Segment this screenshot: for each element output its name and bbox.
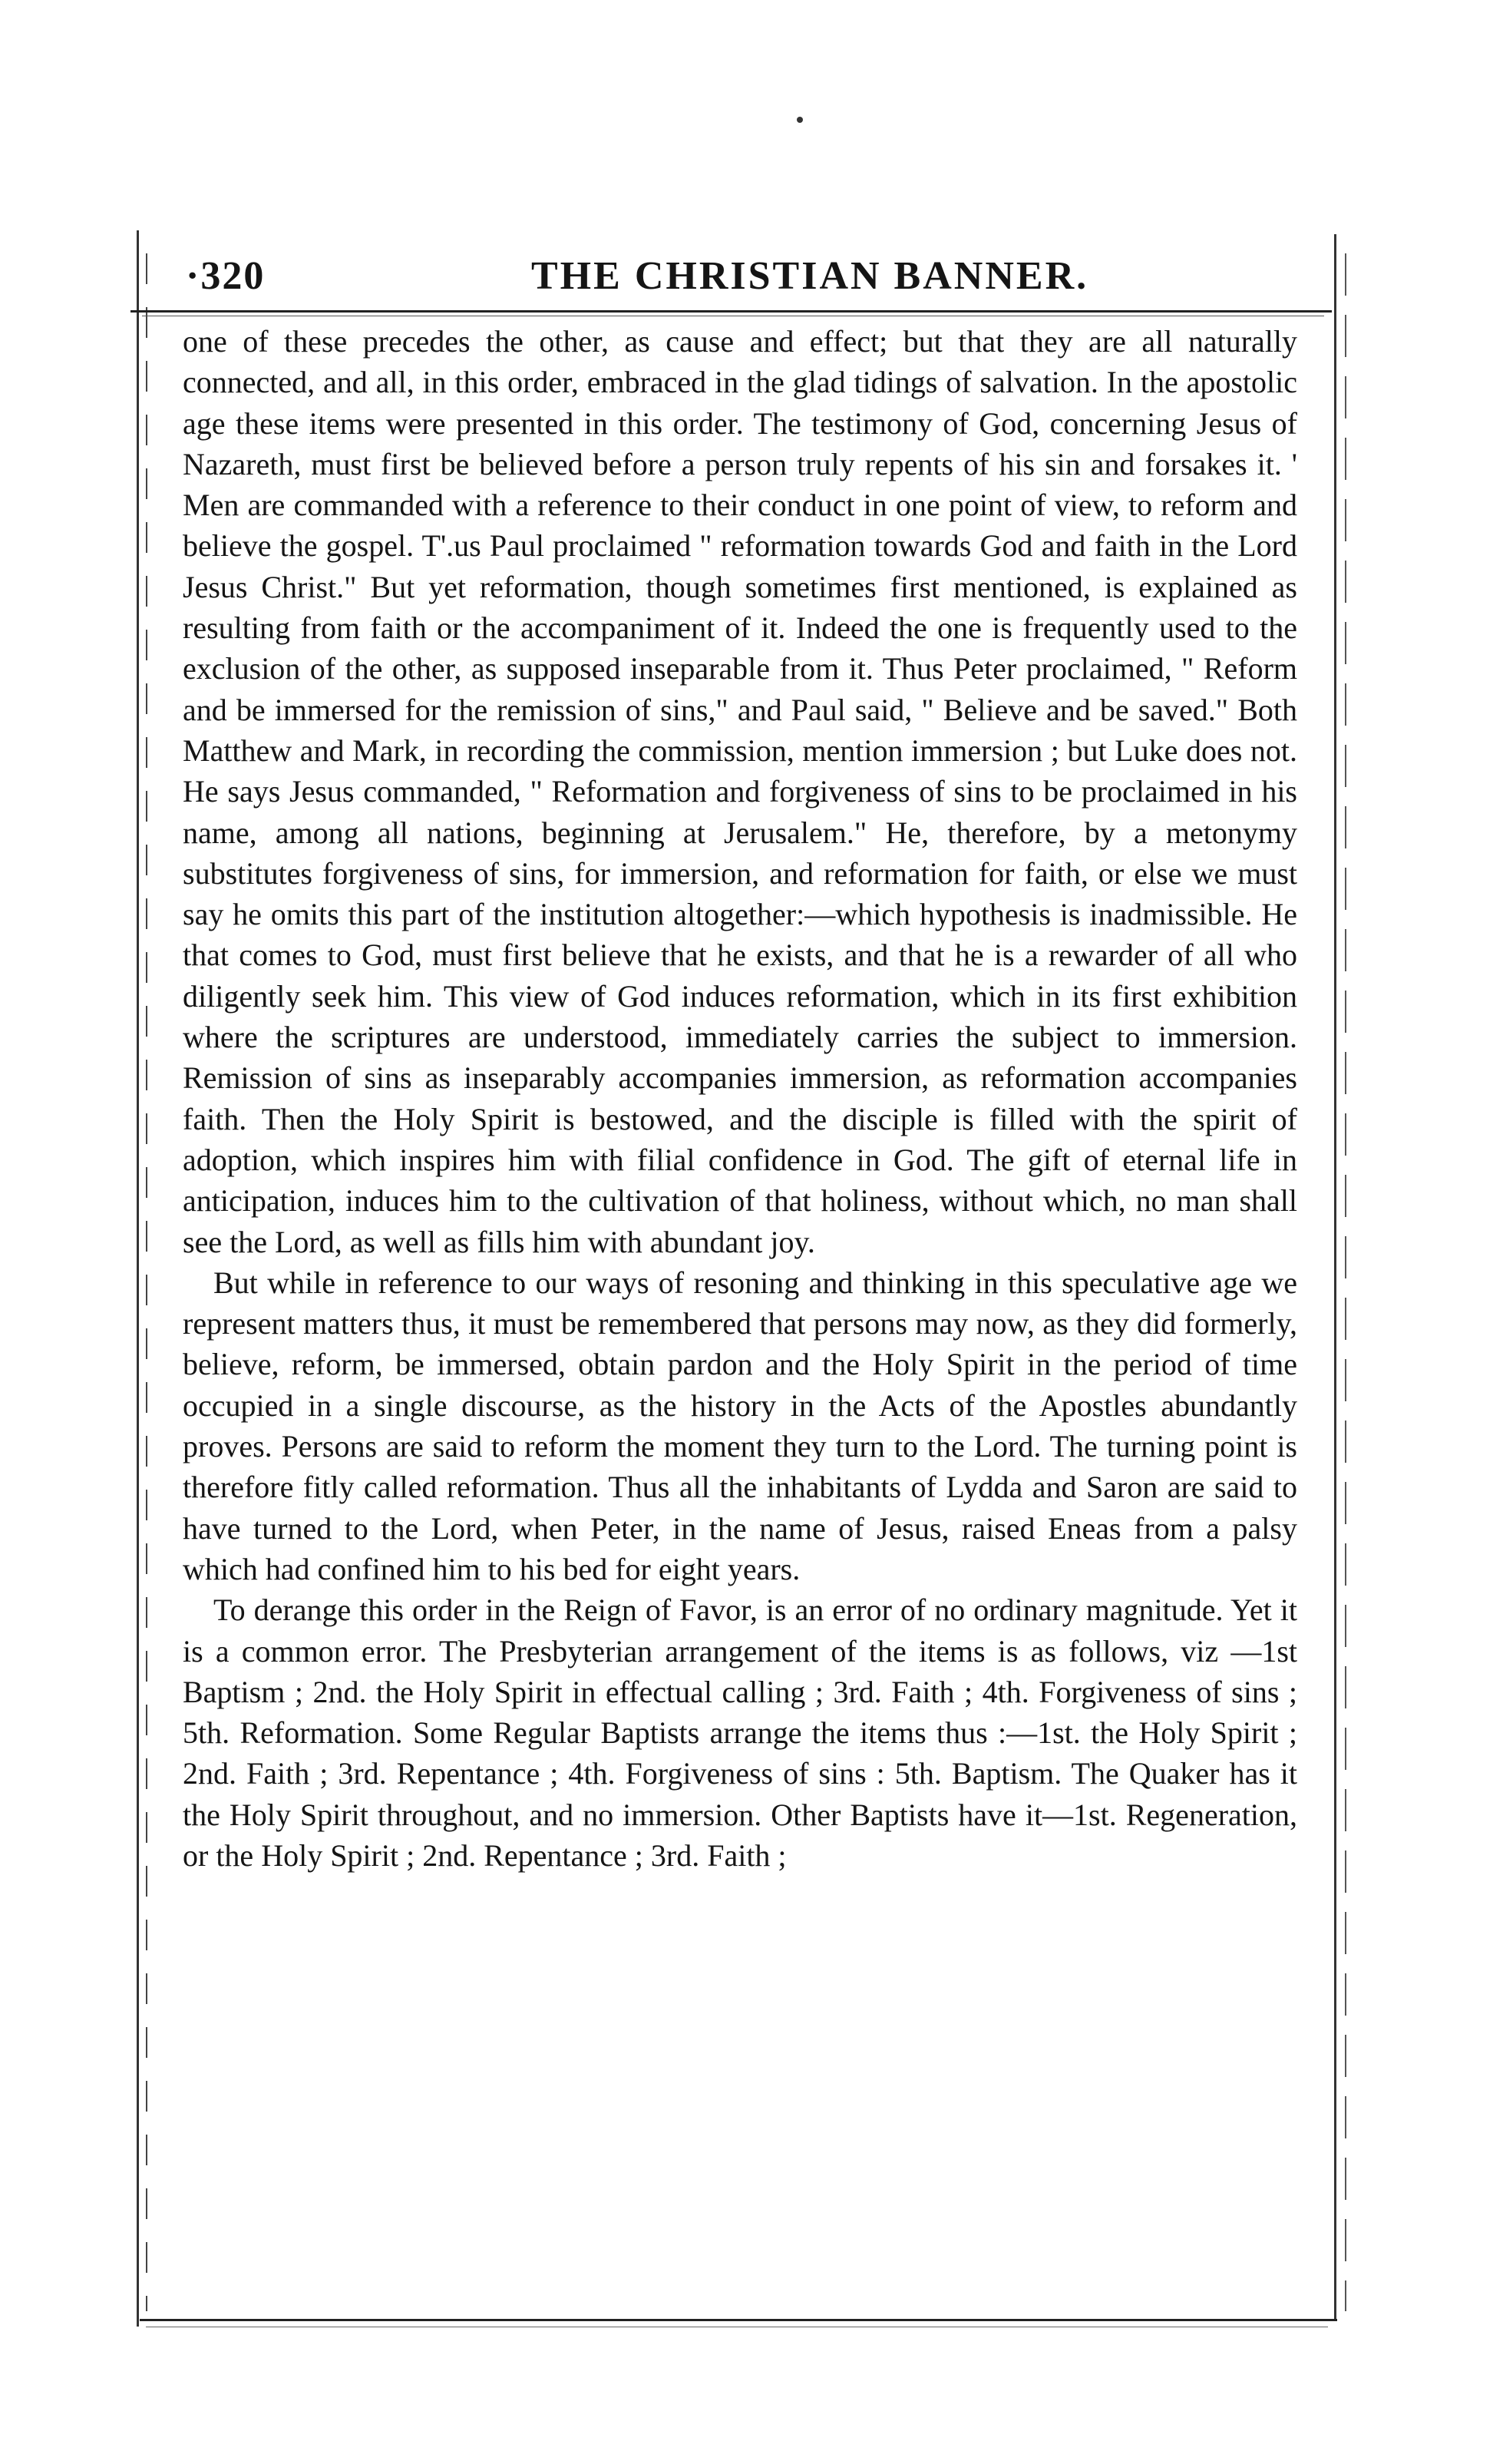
left-border-rule-inner (146, 253, 147, 2311)
right-border-rule-inner (1345, 253, 1346, 2311)
journal-title: THE CHRISTIAN BANNER. (531, 254, 1089, 298)
running-head (178, 247, 1310, 306)
left-border-rule (137, 230, 139, 2327)
paragraph-3: To derange this order in the Reign of Favor, is an error of no ordinary magnitude. Yet it is a common error. The Presbyterian arrangement of the items is as follows, viz —1st Baptism ; 2nd. the Holy Spirit in effectual calling ; 3rd. Faith ; 4th. Forgiveness of sins ; 5th. Reformation. Some Regular Baptists arrange the items thus :—1st. the Holy Spirit ; 2nd. Faith ; 3rd. Repentance ; 4th. Forgiveness of sins : 5th. Baptism. The Quaker has it the Holy Spirit throughout, and no immersion. Other Baptists have it—1st. Regeneration, or the Holy Spirit ; 2nd. Repentance ; 3rd. Faith ; (183, 1593, 1297, 1873)
right-border-rule (1334, 234, 1336, 2319)
body-text (183, 321, 1297, 1876)
footer-rule (140, 2319, 1337, 2321)
page-number: ·320 (186, 254, 266, 298)
paragraph-1: one of these precedes the other, as cause and effect; but that they are all naturally connected, and all, in this order, embraced in the glad tidings of salvation. In the apostolic age these items were presented in this order. The testimony of God, concerning Jesus of Nazareth, must first be believed before a person truly repents of his sin and forsakes it. ' Men are commanded with a reference to their conduct in one point of view, to reform and believe the gospel. T'.us Paul proclaimed " reformation towards God and faith in the Lord Jesus Christ." But yet reformation, though sometimes first mentioned, is explained as resulting from faith or the accompaniment of it. Indeed the one is frequently used to the exclusion of the other, as supposed inseparable from it. Thus Peter proclaimed, " Reform and be immersed for the remission of sins," and Paul said, " Believe and be saved." Both Matthew and Mark, in recording the commission, mention immersion ; but Luke does not. He says Jesus commanded, " Reformation and forgiveness of sins to be proclaimed in his name, among all nations, beginning at Jerusalem." He, therefore, by a metonymy substitutes forgiveness of sins, for immersion, and reformation for faith, or else we must say he omits this part of the institution altogether:—which hypothesis is inadmissible. He that comes to God, must first believe that he exists, and that he is a rewarder of all who diligently seek him. This view of God induces reformation, which in its first exhibition where the scriptures are understood, immediately carries the subject to immersion. Remission of sins as inseparably accompanies immersion, as reformation accompanies faith. Then the Holy Spirit is bestowed, and the disciple is filled with the spirit of adoption, which inspires him with filial confidence in God. The gift of eternal life in anticipation, induces him to the cultivation of that holiness, without which, no man shall see the Lord, as well as fills him with abundant joy. (183, 324, 1297, 1259)
ink-speck (797, 117, 803, 123)
paragraph-2: But while in reference to our ways of resoning and thinking in this speculative age we represent matters thus, it must be remembered that persons may now, as they did formerly, believe, reform, be immersed, obtain pardon and the Holy Spirit in the period of time occupied in a single discourse, as the history in the Acts of the Apostles abundantly proves. Persons are said to reform the moment they turn to the Lord. The turning point is therefore fitly called reformation. Thus all the inhabitants of Lydda and Saron are said to have turned to the Lord, when Peter, in the name of Jesus, raised Eneas from a palsy which had confined him to his bed for eight years. (183, 1265, 1297, 1586)
header-rule (130, 310, 1332, 313)
